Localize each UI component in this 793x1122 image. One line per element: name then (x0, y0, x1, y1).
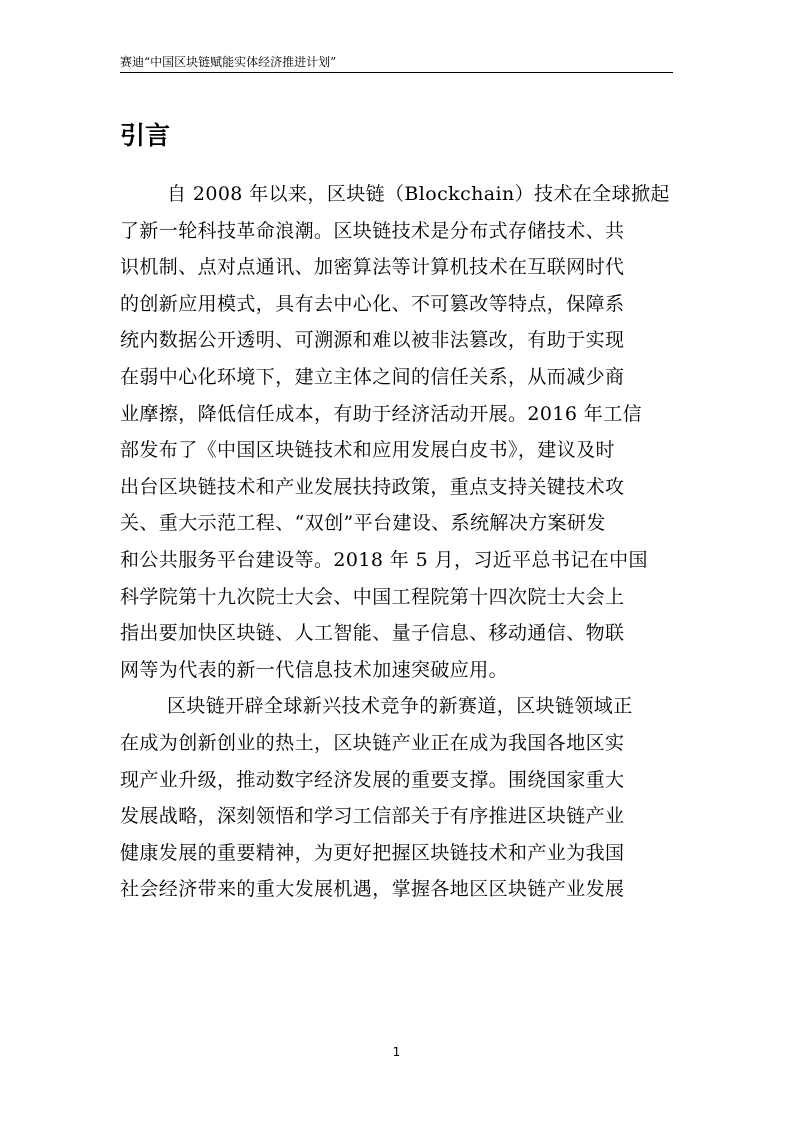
section-title: 引言 (120, 121, 171, 150)
paragraph (120, 688, 680, 908)
paragraph-line: 识机制、点对点通讯、加密算法等计算机技术在互联网时代 (120, 256, 625, 279)
paragraph-line: 指出要加快区块链、人工智能、量子信息、移动通信、物联 (120, 622, 625, 645)
paragraph-line: 社会经济带来的重大发展机遇，掌握各地区区块链产业发展 (120, 878, 625, 901)
page-header (120, 52, 673, 73)
paragraph-line: 现产业升级，推动数字经济发展的重要支撑。围绕国家重大 (120, 768, 625, 791)
paragraph-line: 在弱中心化环境下，建立主体之间的信任关系，从而减少商 (120, 365, 625, 388)
paragraph-line: 统内数据公开透明、可溯源和难以被非法篡改，有助于实现 (120, 329, 625, 352)
paragraph-line: 部发布了《中国区块链技术和应用发展白皮书》，建议及时 (120, 439, 615, 462)
paragraph (120, 176, 680, 688)
paragraph-line: 了新一轮科技革命浪潮。区块链技术是分布式存储技术、共 (120, 219, 625, 242)
paragraph-line: 业摩擦，降低信任成本，有助于经济活动开展。2016 年工信 (120, 402, 642, 425)
page-number: 1 (392, 1045, 401, 1059)
paragraph-line: 的创新应用模式，具有去中心化、不可篡改等特点，保障系 (120, 292, 625, 315)
body-text (120, 176, 680, 908)
paragraph-line: 和公共服务平台建设等。2018 年 5 月，习近平总书记在中国 (120, 548, 648, 571)
paragraph-line: 科学院第十九次院士大会、中国工程院第十四次院士大会上 (120, 585, 625, 608)
paragraph-line: 发展战略，深刻领悟和学习工信部关于有序推进区块链产业 (120, 805, 625, 828)
paragraph-line: 网等为代表的新一代信息技术加速突破应用。 (120, 658, 509, 681)
paragraph-line: 在成为创新创业的热土，区块链产业正在成为我国各地区实 (120, 731, 625, 754)
paragraph-line: 出台区块链技术和产业发展扶持政策，重点支持关键技术攻 (120, 475, 625, 498)
paragraph-line: 关、重大示范工程、“双创”平台建设、系统解决方案研发 (120, 512, 606, 535)
paragraph-line: 区块链开辟全球新兴技术竞争的新赛道，区块链领域正 (167, 695, 633, 718)
paragraph-line: 自 2008 年以来，区块链（Blockchain）技术在全球掀起 (167, 183, 670, 205)
header-title: 赛迪“中国区块链赋能实体经济推进计划” (120, 55, 337, 69)
paragraph-line: 健康发展的重要精神，为更好把握区块链技术和产业为我国 (120, 841, 625, 864)
